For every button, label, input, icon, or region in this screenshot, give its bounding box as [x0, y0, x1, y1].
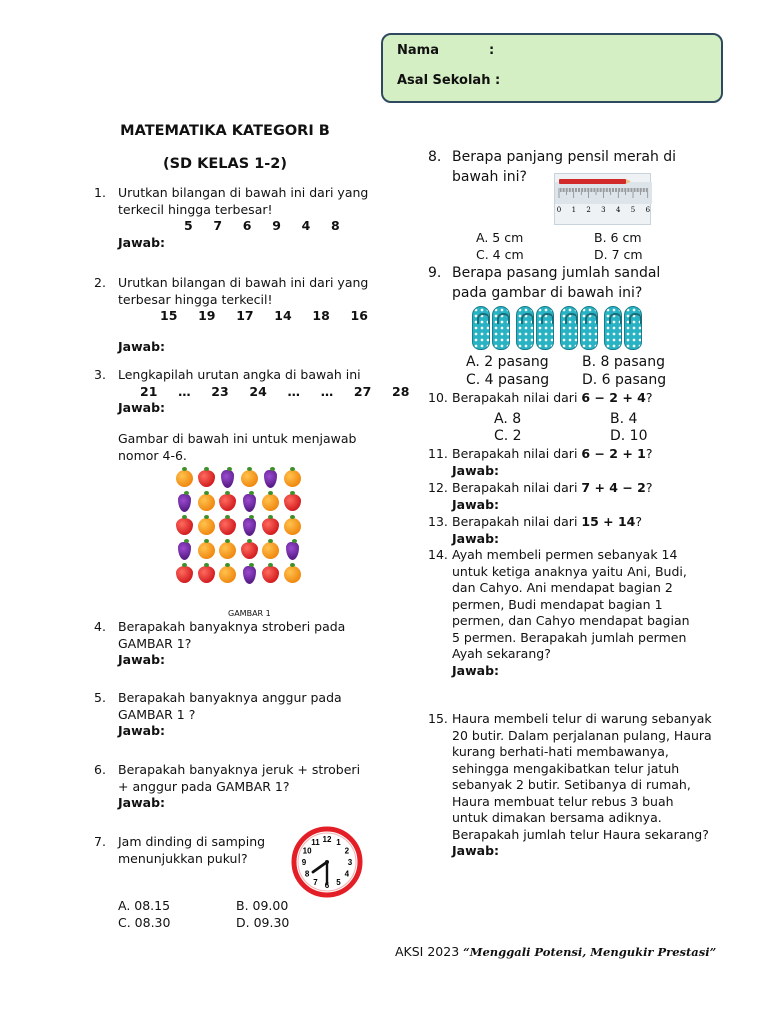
question-8-options	[476, 230, 674, 263]
question-mark: ?	[645, 446, 653, 461]
question-6	[94, 762, 374, 812]
sandal-icon	[472, 306, 490, 350]
question-text: Berapakah banyaknya jeruk + stroberi + anggur pada GAMBAR 1?	[118, 762, 361, 794]
question-14	[428, 547, 692, 679]
question-number: 2.	[94, 275, 106, 290]
grape-icon	[243, 518, 256, 536]
strawberry-icon	[262, 518, 279, 535]
question-7-options	[118, 898, 336, 931]
sandal-pair	[604, 306, 642, 350]
wall-clock-image	[291, 826, 363, 903]
math-expression: 6 − 2 + 1	[581, 446, 646, 461]
question-number: 7.	[94, 834, 106, 849]
question-text: Berapakah nilai dari	[452, 390, 582, 405]
clock-number: 7	[313, 877, 318, 887]
footer-motto: “Menggali Potensi, Mengukir Prestasi”	[463, 945, 717, 959]
ruler-label: 6	[645, 206, 651, 214]
sandal-icon	[536, 306, 554, 350]
footer	[395, 944, 716, 961]
ruler-label: 2	[586, 206, 591, 214]
strawberry-icon	[198, 470, 215, 487]
grape-icon	[243, 566, 256, 584]
orange-icon	[219, 542, 236, 559]
question-text: Ayah membeli permen sebanyak 14 untuk ketiga anaknya yaitu Ani, Budi, dan Cahyo. Ani mendapat bagian 2 permen, Budi mendapat bagian 1 permen, dan Cahyo mendapat bagian 5 permen. Berapakah jumlah permen Ayah sekarang?	[452, 547, 690, 661]
question-text: Urutkan bilangan di bawah ini dari yang terkecil hingga terbesar!	[118, 185, 369, 217]
grape-icon	[286, 542, 299, 560]
question-9	[428, 263, 698, 303]
name-row	[397, 43, 721, 73]
clock-number: 11	[311, 838, 320, 848]
orange-icon	[241, 470, 258, 487]
answer-label: Jawab:	[118, 723, 166, 738]
question-number: 10.	[428, 390, 448, 405]
clock-number: 4	[344, 869, 350, 879]
option-b[interactable]: B. 6 cm	[594, 230, 642, 245]
clock-number: 2	[344, 846, 350, 856]
grape-icon	[221, 470, 234, 488]
option-d[interactable]: D. 09.30	[236, 914, 290, 930]
question-number: 13.	[428, 514, 448, 529]
sandal-icon	[580, 306, 598, 350]
question-mark: ?	[645, 390, 653, 405]
question-number: 15.	[428, 711, 448, 726]
school-label: Asal Sekolah :	[397, 73, 501, 88]
option-c[interactable]: C. 4 cm	[476, 246, 524, 262]
orange-icon	[284, 518, 301, 535]
page-title: MATEMATIKA KATEGORI B	[120, 123, 330, 139]
answer-label: Jawab:	[452, 462, 500, 478]
ruler-label: 0	[556, 206, 562, 214]
strawberry-icon	[241, 542, 258, 559]
math-expression: 15 + 14	[581, 514, 636, 529]
question-text: Berapa panjang pensil merah di bawah ini?	[452, 149, 677, 185]
option-d[interactable]: D. 6 pasang	[582, 372, 667, 388]
question-text: Berapakah nilai dari	[452, 480, 582, 495]
question-number: 9.	[428, 265, 442, 281]
question-12	[428, 480, 708, 513]
question-number: 11.	[428, 446, 448, 461]
question-text: Berapakah nilai dari	[452, 446, 582, 461]
sandals-image	[472, 306, 642, 350]
clock-number: 6	[324, 881, 330, 890]
option-a[interactable]: A. 08.15	[118, 898, 171, 913]
question-2	[94, 275, 374, 355]
sandal-icon	[560, 306, 578, 350]
fruit-image	[174, 467, 303, 587]
option-b[interactable]: B. 09.00	[236, 898, 289, 913]
clock-number: 3	[347, 858, 353, 867]
ruler-label: 4	[615, 206, 621, 214]
answer-label: Jawab:	[118, 234, 166, 250]
sandal-pair	[472, 306, 510, 350]
strawberry-icon	[176, 566, 193, 583]
grape-icon	[243, 494, 256, 512]
image-intro-text: Gambar di bawah ini untuk menjawab nomor 4-6.	[118, 431, 357, 463]
image-caption: GAMBAR 1	[228, 609, 271, 618]
strawberry-icon	[219, 494, 236, 511]
name-colon: :	[489, 43, 495, 58]
orange-icon	[284, 470, 301, 487]
question-number: 6.	[94, 762, 106, 777]
option-c[interactable]: C. 4 pasang	[466, 372, 550, 388]
strawberry-icon	[198, 566, 215, 583]
student-info-box	[381, 33, 723, 103]
orange-icon	[198, 542, 215, 559]
sandal-icon	[492, 306, 510, 350]
footer-event: AKSI 2023	[395, 944, 464, 959]
question-text: Berapakah nilai dari	[452, 514, 582, 529]
clock-icon	[291, 826, 363, 898]
grape-icon	[264, 470, 277, 488]
orange-icon	[176, 470, 193, 487]
question-number: 4.	[94, 619, 106, 634]
question-text: Haura membeli telur di warung sebanyak 20 butir. Dalam perjalanan pulang, Haura kurang berhati-hati membawanya, sehingga mengakibatkan telur jatuh sebanyak 2 butir. Setibanya di rumah, Haura membuat telur rebus 3 buah untuk dimakan bersama adiknya. Berapakah jumlah telur Haura sekarang?	[452, 711, 712, 842]
clock-number: 10	[302, 846, 312, 856]
page-subtitle: (SD KELAS 1-2)	[162, 156, 288, 172]
question-10	[428, 390, 708, 407]
strawberry-icon	[219, 518, 236, 535]
question-text: Lengkapilah urutan angka di bawah ini	[118, 367, 361, 382]
question-11	[428, 446, 708, 479]
number-sequence: 21 … 23 24 … … 27 28	[140, 383, 410, 399]
answer-label: Jawab:	[452, 843, 500, 858]
question-13	[428, 514, 708, 547]
clock-number: 9	[301, 858, 307, 867]
question-number: 1.	[94, 185, 106, 200]
answer-label: Jawab:	[118, 400, 166, 415]
math-expression: 6 − 2 + 4	[581, 390, 646, 405]
orange-icon	[198, 518, 215, 535]
grape-icon	[178, 542, 191, 560]
sandal-icon	[516, 306, 534, 350]
answer-label: Jawab:	[452, 530, 500, 546]
option-a[interactable]: A. 2 pasang	[466, 354, 549, 370]
question-4	[94, 619, 374, 669]
question-9-options	[466, 353, 682, 389]
option-a[interactable]: A. 8	[494, 411, 522, 427]
ruler-label: 5	[630, 206, 636, 214]
orange-icon	[198, 494, 215, 511]
strawberry-icon	[262, 566, 279, 583]
question-5	[94, 690, 374, 740]
question-1	[94, 185, 374, 251]
grape-icon	[178, 494, 191, 512]
question-text: Urutkan bilangan di bawah ini dari yang terbesar hingga terkecil!	[118, 275, 369, 307]
ruler-icon	[555, 174, 652, 226]
strawberry-icon	[284, 494, 301, 511]
question-15	[428, 711, 712, 860]
question-mark: ?	[635, 514, 642, 529]
answer-label: Jawab:	[118, 338, 166, 354]
orange-icon	[284, 566, 301, 583]
answer-label: Jawab:	[118, 652, 166, 667]
orange-icon	[262, 542, 279, 559]
option-b[interactable]: B. 8 pasang	[582, 354, 665, 370]
option-c[interactable]: C. 2	[494, 428, 522, 444]
sandal-icon	[624, 306, 642, 350]
sandal-pair	[560, 306, 598, 350]
answer-label: Jawab:	[452, 496, 500, 512]
question-7	[94, 834, 284, 867]
option-b[interactable]: B. 4	[610, 411, 638, 427]
question-text: Berapakah banyaknya stroberi pada GAMBAR 1?	[118, 619, 346, 651]
option-d[interactable]: D. 7 cm	[594, 246, 643, 262]
clock-number: 8	[304, 869, 310, 879]
question-mark: ?	[645, 480, 653, 495]
clock-number: 5	[336, 877, 341, 887]
question-text: Jam dinding di samping menunjukkan pukul?	[118, 834, 266, 866]
answer-label: Jawab:	[118, 795, 166, 810]
name-label: Nama	[397, 43, 439, 58]
ruler-label: 3	[601, 206, 606, 214]
option-d[interactable]: D. 10	[610, 428, 648, 444]
number-sequence: 5 7 6 9 4 8	[184, 218, 340, 233]
question-number: 5.	[94, 690, 106, 705]
strawberry-icon	[176, 518, 193, 535]
ruler-label: 1	[571, 206, 577, 214]
question-number: 3.	[94, 367, 106, 382]
question-3	[94, 367, 410, 417]
question-text: Berapa pasang jumlah sandal pada gambar di bawah ini?	[452, 265, 661, 301]
question-number: 12.	[428, 480, 448, 495]
pencil-ruler-image	[554, 173, 651, 225]
clock-number: 12	[322, 835, 332, 844]
option-c[interactable]: C. 08.30	[118, 914, 171, 930]
clock-number: 1	[336, 838, 341, 848]
sandal-pair	[516, 306, 554, 350]
question-number: 14.	[428, 547, 448, 562]
question-text: Berapakah banyaknya anggur pada GAMBAR 1 ?	[118, 690, 342, 722]
school-row	[397, 73, 721, 103]
sandal-icon	[604, 306, 622, 350]
orange-icon	[219, 566, 236, 583]
math-expression: 7 + 4 − 2	[581, 480, 646, 495]
question-10-options	[494, 411, 690, 445]
number-sequence: 15 19 17 14 18 16	[160, 308, 368, 323]
question-number: 8.	[428, 149, 442, 165]
option-a[interactable]: A. 5 cm	[476, 230, 524, 245]
orange-icon	[262, 494, 279, 511]
answer-label: Jawab:	[452, 662, 500, 678]
